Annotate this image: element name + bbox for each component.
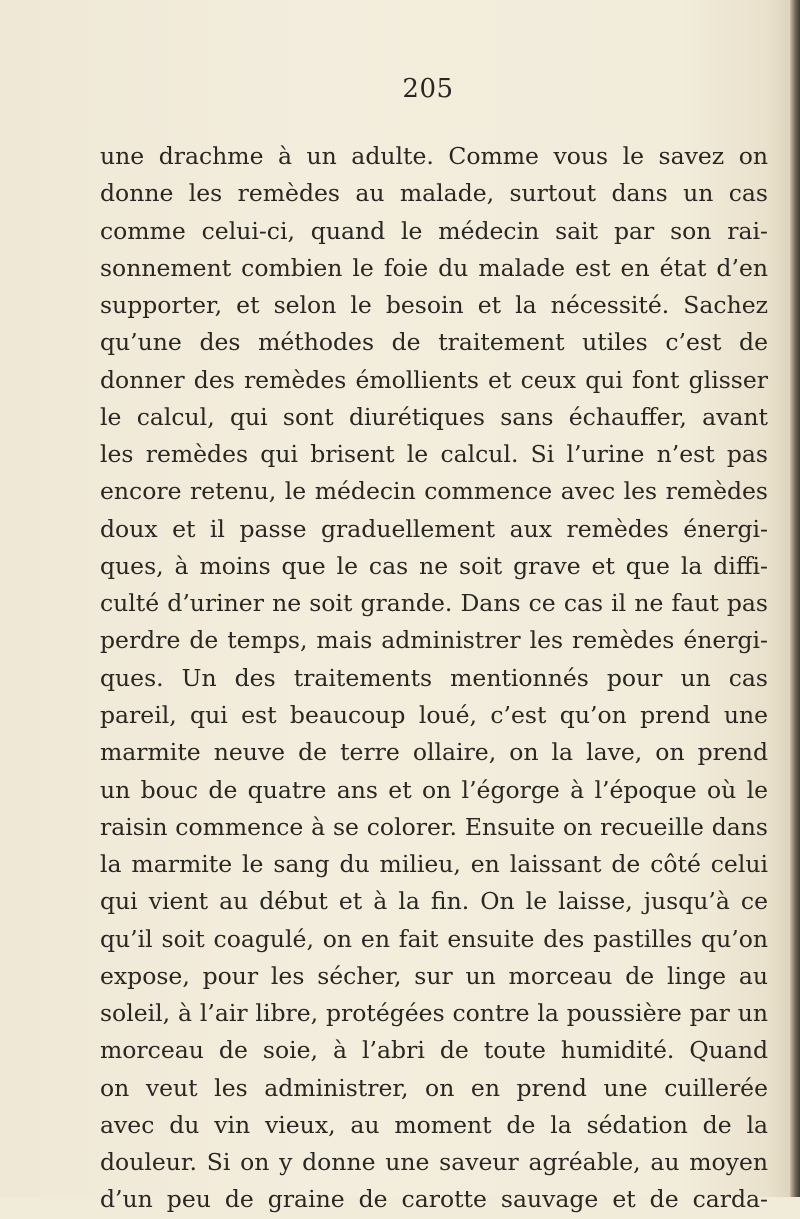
page-number: 205	[402, 74, 454, 104]
text-line: douleur. Si on y donne une saveur agréable, au moyen	[100, 1148, 768, 1177]
text-line: morceau de soie, à l’abri de toute humidité. Quand	[100, 1036, 768, 1065]
text-line: supporter, et selon le besoin et la nécessité. Sachez	[100, 291, 768, 320]
text-line: une drachme à un adulte. Comme vous le savez on	[100, 142, 768, 170]
text-line: le calcul, qui sont diurétiques sans échauffer, avant	[100, 402, 768, 431]
text-line: perdre de temps, mais administrer les remèdes énergi-	[100, 626, 768, 655]
text-line: on veut les administrer, on en prend une cuillerée	[100, 1073, 768, 1102]
text-line: soleil, à l’air libre, protégées contre la poussière par un	[100, 999, 768, 1028]
text-line: comme celui-ci, quand le médecin sait par son rai-	[100, 216, 768, 245]
text-line: qu’une des méthodes de traitement utiles c’est de	[100, 328, 768, 357]
text-line: donner des remèdes émollients et ceux qui font glisser	[100, 365, 768, 394]
text-line: avec du vin vieux, au moment de la sédation de la	[100, 1110, 768, 1139]
text-line: ques, à moins que le cas ne soit grave et que la diffi-	[100, 551, 768, 580]
text-line: doux et il passe graduellement aux remèdes énergi-	[100, 514, 768, 543]
text-line: raisin commence à se colorer. Ensuite on recueille dans	[100, 812, 768, 841]
text-line: pareil, qui est beaucoup loué, c’est qu’on prend une	[100, 700, 768, 729]
text-line: sonnement combien le foie du malade est en état d’en	[100, 253, 768, 282]
text-line: encore retenu, le médecin commence avec les remèdes	[100, 477, 768, 506]
text-line: un bouc de quatre ans et on l’égorge à l’époque où le	[100, 775, 768, 804]
text-line: donne les remèdes au malade, surtout dans un cas	[100, 179, 768, 208]
page-edge	[790, 0, 800, 1197]
text-line: d’un peu de graine de carotte sauvage et de carda-	[100, 1185, 768, 1214]
text-line: la marmite le sang du milieu, en laissant de côté celui	[100, 850, 768, 879]
text-line: qu’il soit coagulé, on en fait ensuite des pastilles qu’on	[100, 924, 768, 953]
text-line: qui vient au début et à la fin. On le laisse, jusqu’à ce	[100, 887, 768, 916]
body-text	[100, 138, 768, 1219]
text-line: les remèdes qui brisent le calcul. Si l’urine n’est pas	[100, 440, 768, 469]
text-line: ques. Un des traitements mentionnés pour un cas	[100, 663, 768, 692]
text-line: marmite neuve de terre ollaire, on la lave, on prend	[100, 738, 768, 767]
text-line: expose, pour les sécher, sur un morceau de linge au	[100, 961, 768, 990]
text-line: culté d’uriner ne soit grande. Dans ce cas il ne faut pas	[100, 589, 768, 618]
